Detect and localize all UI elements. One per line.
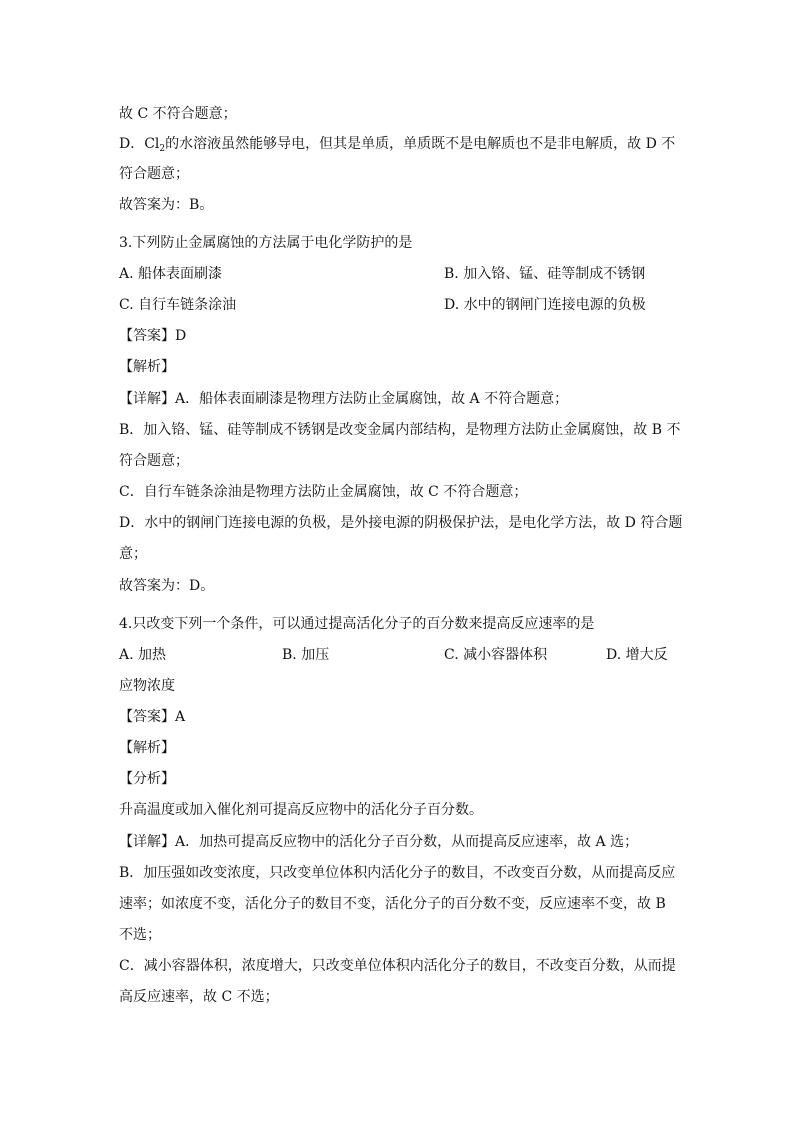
q2-d-explanation [119, 134, 675, 154]
q4-detail-a: 【详解】A．加热可提高反应物中的活化分子百分数，从而提高反应速率，故 A 选； [119, 834, 639, 850]
q3-analysis-heading: 【解析】 [119, 359, 175, 375]
q3-detail-d-cont: 意； [119, 546, 147, 562]
q4-option-b: B. 加压 [282, 647, 330, 663]
q3-detail-a: 【详解】A．船体表面刷漆是物理方法防止金属腐蚀，故 A 不符合题意； [119, 391, 569, 407]
q4-fenxi-heading: 【分析】 [119, 771, 175, 787]
q3-detail-d: D．水中的钢闸门连接电源的负极，是外接电源的阴极保护法，是电化学方法，故 D 符合题 [119, 515, 683, 531]
q3-summary: 故答案为：D。 [119, 578, 215, 594]
q4-option-d: D. 增大反 [606, 647, 668, 663]
q4-option-c: C. 减小容器体积 [444, 647, 548, 663]
q3-detail-b-cont: 符合题意； [119, 453, 189, 469]
q4-detail-c-cont: 高反应速率，故 C 不选； [119, 989, 279, 1005]
q3-option-b: B. 加入铬、锰、硅等制成不锈钢 [444, 266, 646, 282]
q4-option-d-cont: 应物浓度 [119, 678, 175, 694]
q2-d-explanation-cont: 符合题意； [119, 166, 189, 182]
q4-option-a: A. 加热 [119, 647, 167, 663]
q4-detail-c: C．减小容器体积，浓度增大，只改变单位体积内活化分子的数目，不改变百分数，从而提 [119, 958, 676, 974]
q2-answer-summary: 故答案为：B。 [119, 197, 214, 213]
q4-stem: 4.只改变下列一个条件，可以通过提高活化分子的百分数来提高反应速率的是 [119, 616, 595, 632]
q3-option-a: A. 船体表面刷漆 [119, 266, 223, 282]
q2-d-rest: 的水溶液虽然能够导电，但其是单质，单质既不是电解质也不是非电解质，故 D 不 [165, 136, 676, 152]
q2-d-subscript: 2 [159, 144, 166, 154]
q3-stem: 3.下列防止金属腐蚀的方法属于电化学防护的是 [119, 235, 413, 251]
q4-analysis-heading: 【解析】 [119, 740, 175, 756]
q4-detail-b-cont1: 速率；如浓度不变，活化分子的数目不变，活化分子的百分数不变，反应速率不变，故 B [119, 896, 666, 912]
q2-c-conclusion: 故 C 不符合题意； [119, 106, 237, 122]
q3-answer: 【答案】D [119, 328, 187, 344]
q4-detail-b-cont2: 不选； [119, 927, 161, 943]
q4-answer: 【答案】A [119, 709, 186, 725]
q3-option-c: C. 自行车链条涂油 [119, 297, 237, 313]
q3-detail-b: B．加入铬、锰、硅等制成不锈钢是改变金属内部结构，是物理方法防止金属腐蚀，故 B 不 [119, 422, 681, 438]
q4-fenxi-text: 升高温度或加入催化剂可提高反应物中的活化分子百分数。 [119, 802, 483, 818]
q3-detail-c: C．自行车链条涂油是物理方法防止金属腐蚀，故 C 不符合题意； [119, 484, 528, 500]
q4-detail-b: B．加压强如改变浓度，只改变单位体积内活化分子的数目，不改变百分数，从而提高反应 [119, 865, 676, 881]
q2-d-prefix: D．Cl [119, 136, 160, 152]
q3-option-d: D. 水中的钢闸门连接电源的负极 [444, 297, 646, 313]
